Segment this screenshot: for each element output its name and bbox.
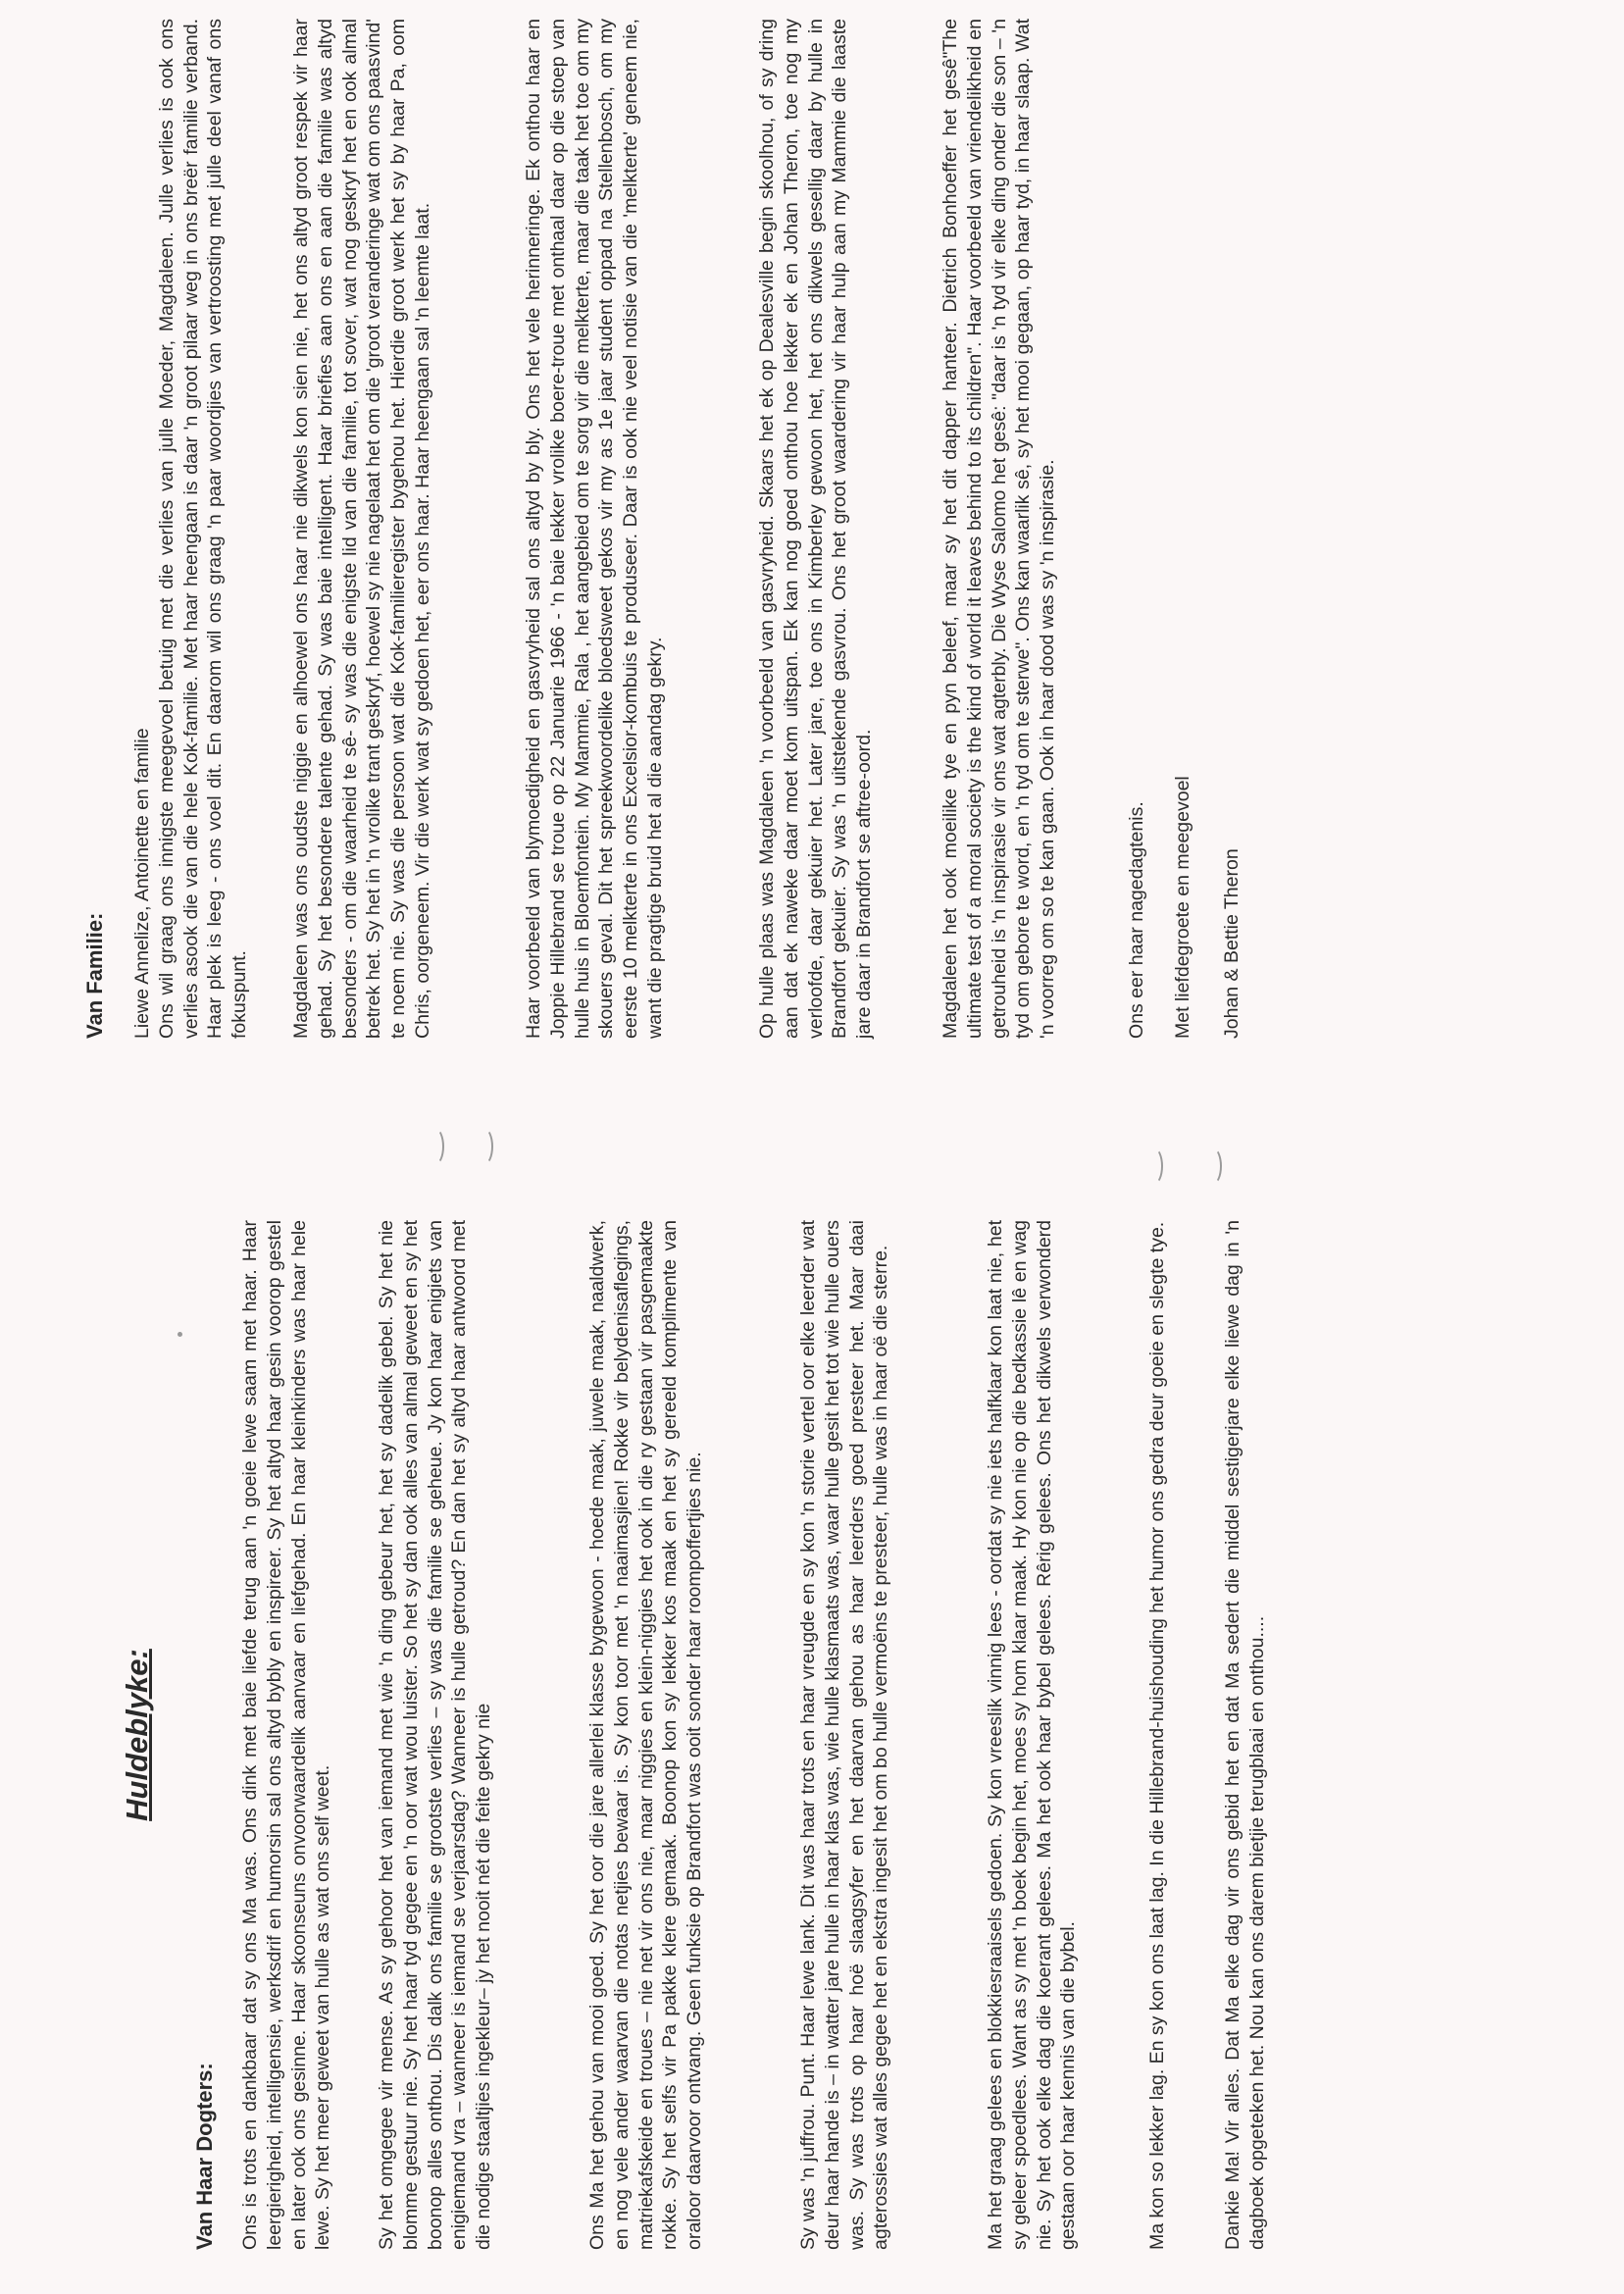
page-title: Huldeblyke: [120, 1649, 154, 1821]
family-paragraph-1: Liewe Annelize, Antoinette en familie Ons wil graag ons innigste meegevoel betuig met die verlies van julle Moeder, Magdaleen. Julle verlies is ook ons verlies asook die van die hele Kok-familie. Met haar heengaan is daar 'n groot pilaar weg in ons breër familie verband. Haar plek is leeg - ons voel dit. En daarom wil ons graag 'n paar woordjies van vertroosting met julle deel vanaf ons fokuspunt. [131, 19, 251, 1039]
family-paragraph-4: Op hulle plaas was Magdaleen 'n voorbeeld van gasvryheid. Skaars het ek op Dealesville begin skoolhou, of sy dring aan dat ek naweke daar moet kom uitspan. Ek kan nog goed onthou hoe lekker ek en Johan Theron, toe nog my verloofde, daar gekuier het. Later jare, toe ons in Kimberley gewoon het, het ons dikwels gesellig daar by hulle in Brandfort gekuier. Sy was 'n uitstekende gasvrou. Ons het groot waardering vir haar hulp aan my Mammie die laaste jare daar in Brandfort se aftree-oord. [756, 19, 876, 1039]
daughters-paragraph-1: Ons is trots en dankbaar dat sy ons Ma was. Ons dink met baie liefde terug aan 'n goeie lewe saam met haar. Haar leergierigheid, intelligensie, werksdrif en humorsin sal ons altyd bybly en inspireer. Sy het altyd haar gesin voorop gestel en later ook ons gesinne. Haar skoonseuns onvoorwaardelik aanvaar en liefgehad. En haar kleinkinders was haar hele lewe. Sy het meer geweet van hulle as wat ons self weet. [239, 1220, 334, 2250]
daughters-paragraph-7: Dankie Ma! Vir alles. Dat Ma elke dag vir ons gebid het en dat Ma sedert die middel sestigerjare elke liewe dag in 'n dagboek opgeteken het. Nou kan ons darem bietjie terugblaai en onthou.... [1222, 1220, 1268, 2250]
daughters-paragraph-6: Ma kon so lekker lag. En sy kon ons laat lag. In die Hillebrand-huishouding het humor ons gedra deur goeie en slegte tye. [1146, 1221, 1168, 2250]
daughters-paragraph-2: Sy het omgegee vir mense. As sy gehoor het van iemand met wie 'n ding gebeur het, het sy dadelik gebel. Sy het nie blomme gestuur nie. Sy het haar tyd gegee en 'n oor wat wou luister. So het sy dan ook alles van almal geweet en sy het boonop alles onthou. Dis dalk ons familie se grootste verlies – sy was die familie se geheue. Jy kon haar enigiets van enigiemand vra – wanneer is iemand se verjaarsdag? Wanneer is hulle getroud? En dan het sy altyd haar antwoord met die nodige staaltjies ingekleur– jy het nooit nét die feite gekry nie [376, 1220, 495, 2250]
family-heading: Van Familie: [82, 912, 107, 1039]
daughters-paragraph-3: Ons Ma het gehou van mooi goed. Sy het oor die jare allerlei klasse bygewoon - hoede maak, juwele maak, naaldwerk, en nog vele ander waarvan die notas netjies bewaar is. Sy kon toor met 'n naaimasjien! Rokke vir belydenisaflegings, matriekafskeide en troues – nie net vir ons nie, maar niggies en klein-niggies het ook in die ry gestaan vir pasgemaakte rokke. Sy het selfs vir Pa pakke klere gemaak. Boonop kon sy lekker kos maak en het sy gereeld komplimente van oraloor daarvoor ontvang. Geen funksie op Brandfort was ooit sonder haar roompoffertjies nie. [586, 1220, 706, 2250]
daughters-paragraph-4: Sy was 'n juffrou. Punt. Haar lewe lank. Dit was haar trots en haar vreugde en sy kon 'n storie vertel oor elke leerder wat deur haar hande is – in watter jare hulle in haar klas was, wie hulle klasmaats was, waar hulle gesit het tot wie hulle ouers was. Sy was trots op haar hoë slaagsyfer en het daarvan gehou as haar leerders goed presteer het. Maar daai agterossies wat alles gegee het en ekstra ingesit het om bo hulle vermoëns te presteer, hulle was in haar oë die sterre. [797, 1220, 892, 2250]
family-paragraph-2: Magdaleen was ons oudste niggie en alhoewel ons haar nie dikwels kon sien nie, het ons altyd groot respek vir haar gehad. Sy het besondere talente gehad. Sy was baie intelligent. Haar briefies aan ons en aan die familie was altyd besonders - om die waarheid te sê- sy was die enigste lid van die familie, tot sover, wat nog geskryf het en ook almal betrek het. Sy het in 'n vrolike trant geskryf, hoewel sy nie nagelaat het om die 'groot veranderinge wat om ons paasvind' te noem nie. Sy was die persoon wat die Kok-familieregister bygehou het. Hierdie groot werk het sy by haar Pa, oom Chris, oorgeneem. Vir die werk wat sy gedoen het, eer ons haar. Haar heengaan sal 'n leemte laat. [290, 19, 433, 1039]
daughters-paragraph-5: Ma het graag gelees en blokkiesraaisels gedoen. Sy kon vreeslik vinnig lees - oordat sy nie iets halfklaar kon laat nie, het sy geleer spoedlees. Want as sy met 'n boek begin het, moes sy hom klaar maak. Hy kon nie op die bedkassie lê en wag nie. Sy het ook elke dag die koerant gelees. Ma het ook haar bybel gelees. Rêrig gelees. Ons het dikwels verwonderd gestaan oor haar kennis van die bybel. [985, 1220, 1080, 2250]
family-paragraph-3: Haar voorbeeld van blymoedigheid en gasvryheid sal ons altyd by bly. Ons het vele herinneringe. Ek onthou haar en Joppie Hillebrand se troue op 22 Januarie 1966 - 'n baie lekker vrolike boere-troue met onthaal daar op die stoep van hulle huis in Bloemfontein. My Mammie, Rala , het aangebied om te sorg vir die melkterte, maar die taak het toe om my skouers geval. Dit het spreekwoordelike bloedsweet gekos vir my as 1e jaar student oppad na Stellenbosch, om my eerste 10 melkterte in ons Excelsior-kombuis te produseer. Daar is ook nie veel notisie van die 'melkterte' geneem nie, want die pragtige bruid het al die aandag gekry. [523, 19, 666, 1039]
family-paragraph-5: Magdaleen het ook moeilike tye en pyn beleef, maar sy het dit dapper hanteer. Dietrich Bonhoeffer het gesê"The ultimate test of a moral society is the kind of world it leaves behind to its children". Haar voorbeeld van vriendelikheid en getrouheid is 'n inspirasie vir ons wat agterbly. Die Wyse Salomo het gesê: "daar is 'n tyd vir elke ding onder die son – 'n tyd om gebore te word, en 'n tyd om te sterwe". Ons kan waarlik sê, sy het mooi gegaan, op haar tyd, in haar slaap. Wat 'n voorreg om so te kan gaan. Ook in haar dood was sy 'n inspirasie. [939, 19, 1059, 1039]
daughters-heading: Van Haar Dogters: [192, 2063, 217, 2250]
family-signature: Johan & Bettie Theron [1221, 848, 1243, 1039]
family-closing-1: Ons eer haar nagedagtenis. [1126, 801, 1147, 1039]
family-closing-2: Met liefdegroete en meegevoel [1172, 776, 1193, 1039]
